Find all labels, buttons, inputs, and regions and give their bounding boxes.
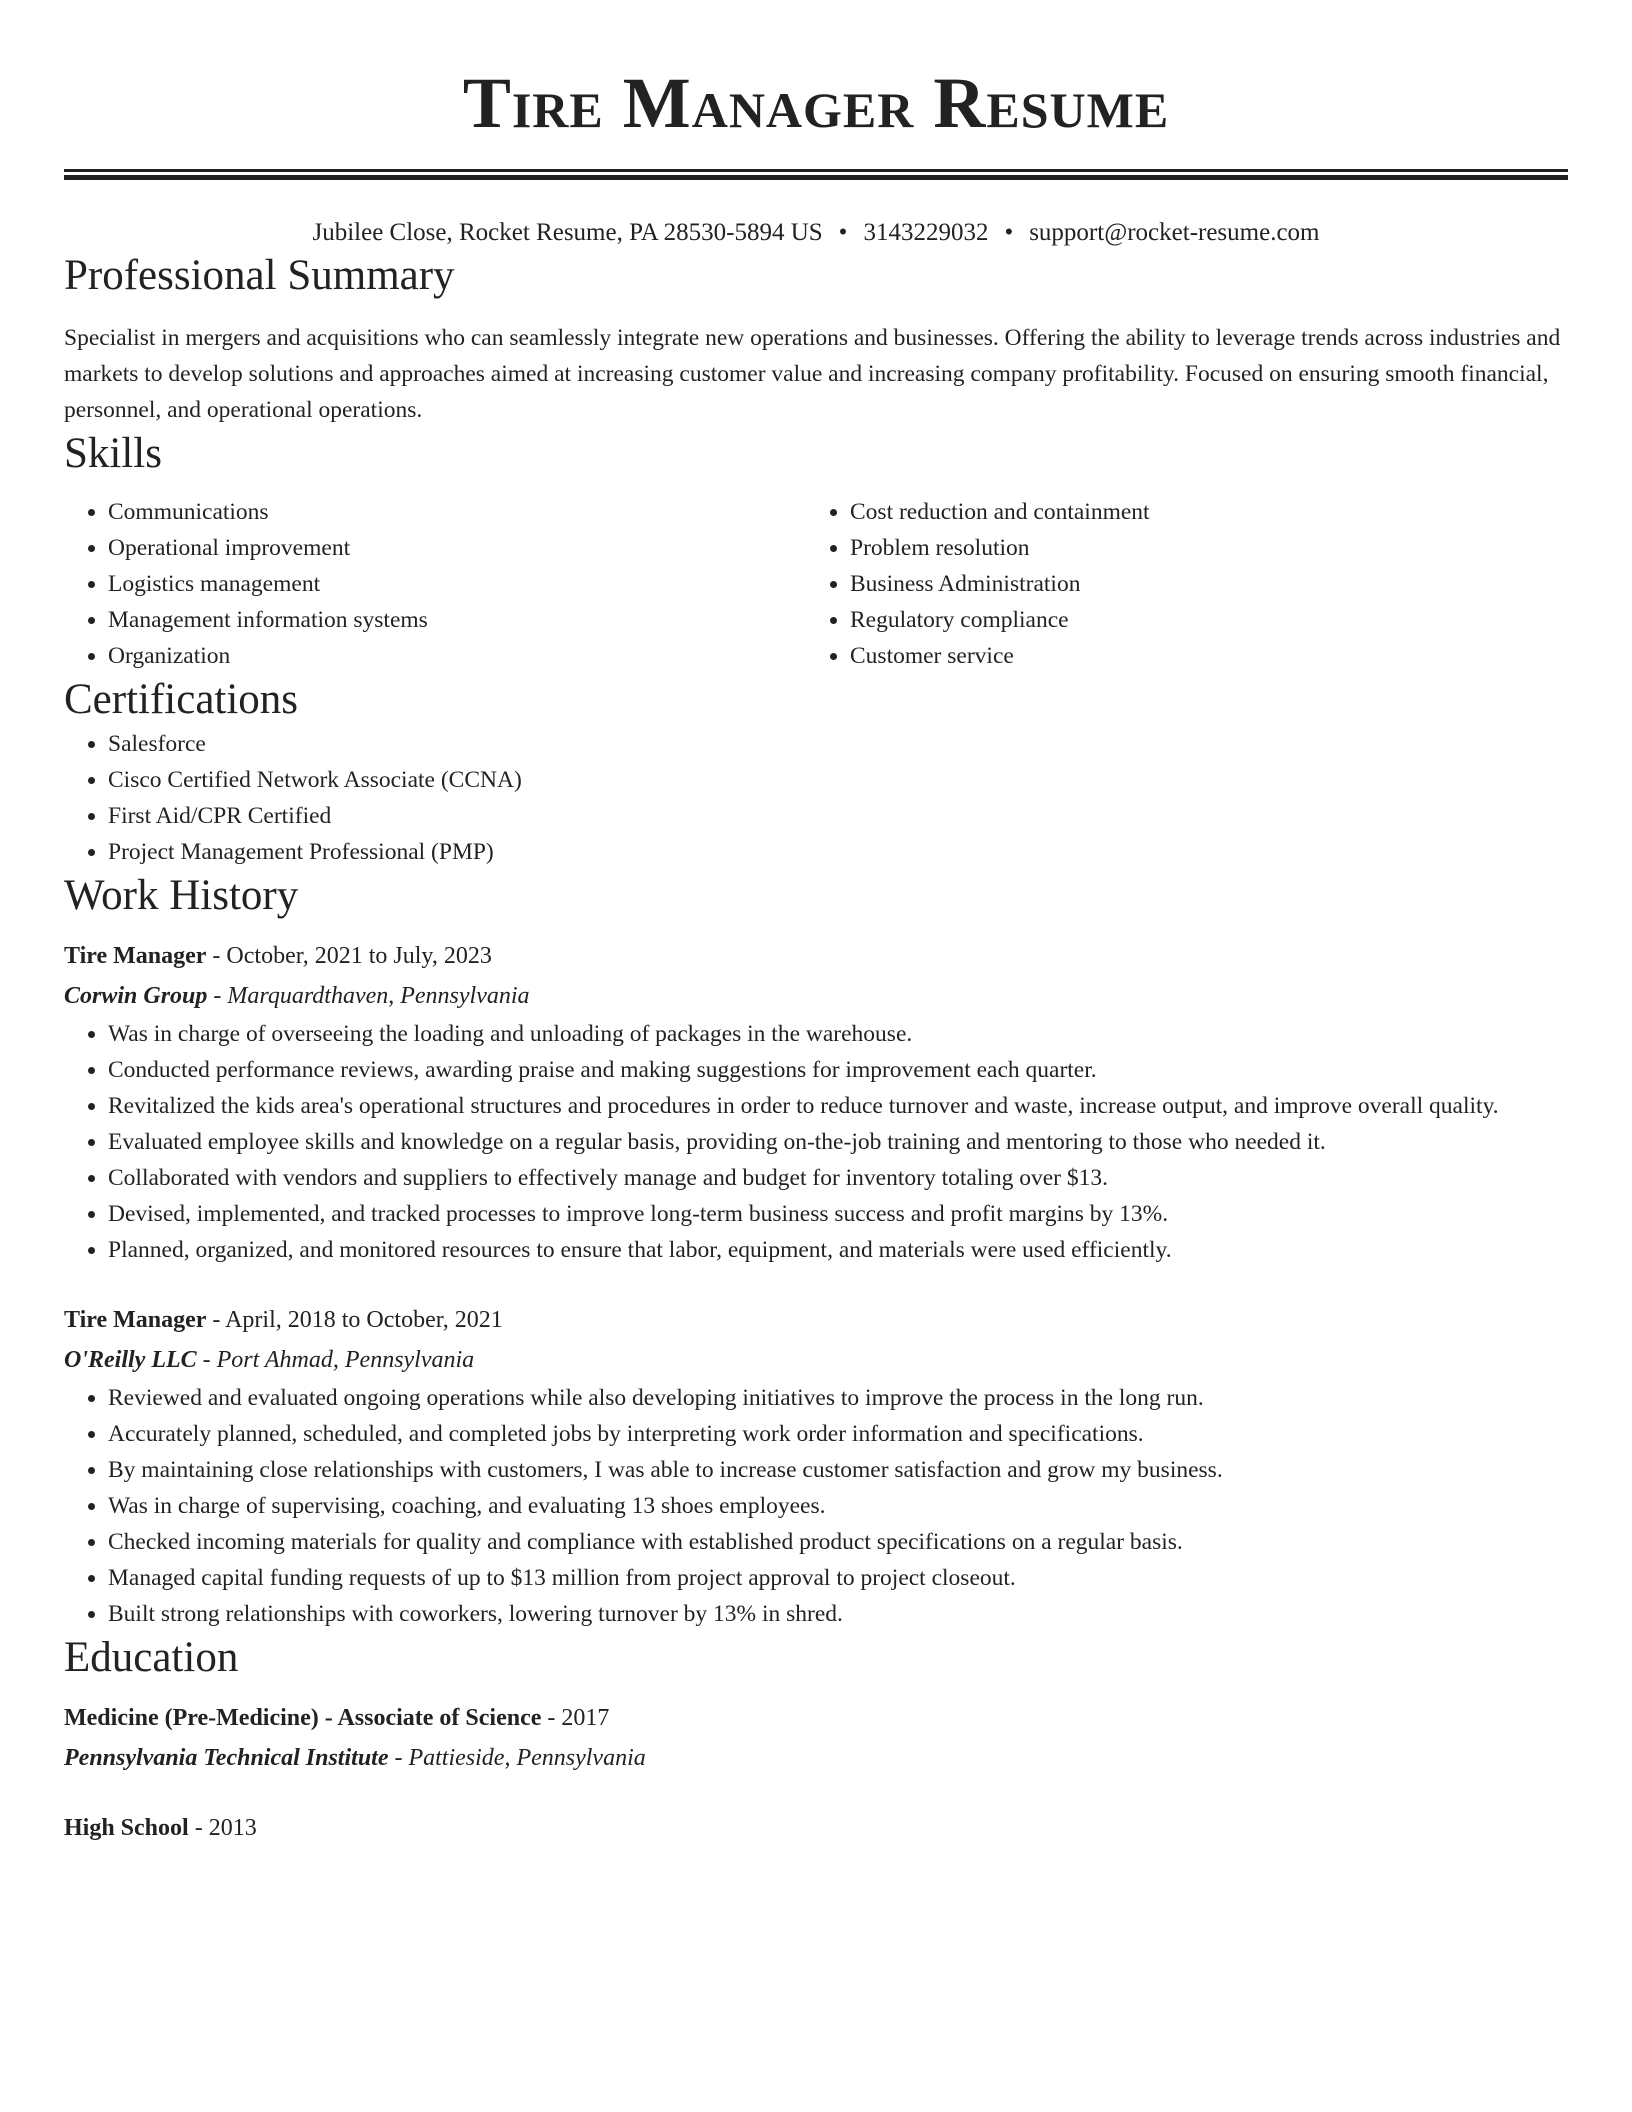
title-divider <box>64 169 1568 180</box>
summary-heading: Professional Summary <box>64 252 455 299</box>
job-duties-list <box>64 1016 1568 1268</box>
skills-section <box>64 428 1568 674</box>
education-school: Pennsylvania Technical Institute <box>64 1745 389 1771</box>
skills-column-right <box>806 494 1548 674</box>
job-duty-item: • Conducted performance reviews, awarding praise and making suggestions for improvement each quarter. <box>108 1052 1568 1088</box>
job-duties-list <box>64 1380 1568 1632</box>
summary-text: Specialist in mergers and acquisitions who can seamlessly integrate new operations and businesses. Offering the ability to leverage trends across industries and markets to develop solutions and approaches aimed at increasing customer value and increasing company profitability. Focused on ensuring smooth financial, personnel, and operational operations. <box>64 325 1561 423</box>
skill-item: • Business Administration <box>850 566 1548 602</box>
job-entry <box>64 1300 1568 1632</box>
job-location: - Port Ahmad, Pennsylvania <box>196 1347 475 1373</box>
skill-item: • Organization <box>108 638 806 674</box>
contact-email[interactable]: support@rocket-resume.com <box>1029 219 1320 246</box>
skill-item: • Problem resolution <box>850 530 1548 566</box>
skill-item: • Communications <box>108 494 806 530</box>
certification-item: • Project Management Professional (PMP) <box>108 834 1568 870</box>
skills-grid <box>64 494 1568 674</box>
education-year: - 2013 <box>188 1815 257 1841</box>
job-dates: - April, 2018 to October, 2021 <box>206 1307 503 1333</box>
education-degree: Medicine (Pre-Medicine) - Associate of Science <box>64 1705 542 1731</box>
job-location: - Marquardthaven, Pennsylvania <box>207 983 530 1009</box>
summary-section <box>64 250 1568 428</box>
skill-item: • Logistics management <box>108 566 806 602</box>
certification-item: • Cisco Certified Network Associate (CCNA) <box>108 762 1568 798</box>
skill-item: • Cost reduction and containment <box>850 494 1548 530</box>
education-entry <box>64 1808 1568 1848</box>
job-duty-item: • Was in charge of supervising, coaching, and evaluating 13 shoes employees. <box>108 1488 1568 1524</box>
skills-column-left <box>64 494 806 674</box>
job-company: O'Reilly LLC <box>64 1347 197 1373</box>
certifications-section <box>64 674 1568 870</box>
skills-heading: Skills <box>64 430 162 477</box>
education-heading: Education <box>64 1634 239 1681</box>
job-role: Tire Manager <box>64 943 207 969</box>
job-duty-item: • Built strong relationships with coworkers, lowering turnover by 13% in shred. <box>108 1596 1568 1632</box>
education-location: - Pattieside, Pennsylvania <box>388 1745 646 1771</box>
job-duty-item: • Checked incoming materials for quality and compliance with established product specifications on a regular basis. <box>108 1524 1568 1560</box>
job-duty-item: • Managed capital funding requests of up to $13 million from project approval to project closeout. <box>108 1560 1568 1596</box>
skill-item: • Management information systems <box>108 602 806 638</box>
job-company: Corwin Group <box>64 983 208 1009</box>
job-dates: - October, 2021 to July, 2023 <box>206 943 492 969</box>
education-entry <box>64 1698 1568 1778</box>
contact-phone: 3143229032 <box>863 219 989 246</box>
job-role: Tire Manager <box>64 1307 207 1333</box>
job-duty-item: • Devised, implemented, and tracked processes to improve long-term business success and profit margins by 13%. <box>108 1196 1568 1232</box>
job-duty-item: • Was in charge of overseeing the loading and unloading of packages in the warehouse. <box>108 1016 1568 1052</box>
job-company-line <box>64 1340 1568 1380</box>
contact-line <box>64 216 1568 250</box>
contact-address: Jubilee Close, Rocket Resume, PA 28530-5894 US <box>312 219 823 246</box>
job-title-line <box>64 936 1568 976</box>
education-degree-line <box>64 1808 1568 1848</box>
job-duty-item: • Accurately planned, scheduled, and completed jobs by interpreting work order information and specifications. <box>108 1416 1568 1452</box>
education-school-line <box>64 1738 1568 1778</box>
contact-separator: • <box>1004 219 1014 246</box>
certification-item: • First Aid/CPR Certified <box>108 798 1568 834</box>
job-duty-item: • Collaborated with vendors and suppliers to effectively manage and budget for inventory totaling over $13. <box>108 1160 1568 1196</box>
certifications-heading: Certifications <box>64 676 299 723</box>
education-degree: High School <box>64 1815 189 1841</box>
skill-item: • Operational improvement <box>108 530 806 566</box>
job-title-line <box>64 1300 1568 1340</box>
certifications-list <box>64 726 1568 870</box>
job-duty-item: • By maintaining close relationships with customers, I was able to increase customer satisfaction and grow my business. <box>108 1452 1568 1488</box>
work-history-section <box>64 870 1568 1632</box>
job-entry <box>64 936 1568 1268</box>
education-year: - 2017 <box>541 1705 610 1731</box>
contact-separator: • <box>838 219 848 246</box>
job-duty-item: • Revitalized the kids area's operational structures and procedures in order to reduce turnover and waste, increase output, and improve overall quality. <box>108 1088 1568 1124</box>
job-duty-item: • Reviewed and evaluated ongoing operations while also developing initiatives to improve the process in the long run. <box>108 1380 1568 1416</box>
certification-item: • Salesforce <box>108 726 1568 762</box>
skills-list-left <box>64 494 806 674</box>
job-company-line <box>64 976 1568 1016</box>
education-section <box>64 1632 1568 1848</box>
skill-item: • Regulatory compliance <box>850 602 1548 638</box>
job-duty-item: • Evaluated employee skills and knowledge on a regular basis, providing on-the-job training and mentoring to those who needed it. <box>108 1124 1568 1160</box>
education-degree-line <box>64 1698 1568 1738</box>
skills-list-right <box>806 494 1548 674</box>
resume-title: Tire Manager Resume <box>462 63 1170 143</box>
job-duty-item: • Planned, organized, and monitored resources to ensure that labor, equipment, and materials were used efficiently. <box>108 1232 1568 1268</box>
work-history-heading: Work History <box>64 872 299 919</box>
skill-item: • Customer service <box>850 638 1548 674</box>
